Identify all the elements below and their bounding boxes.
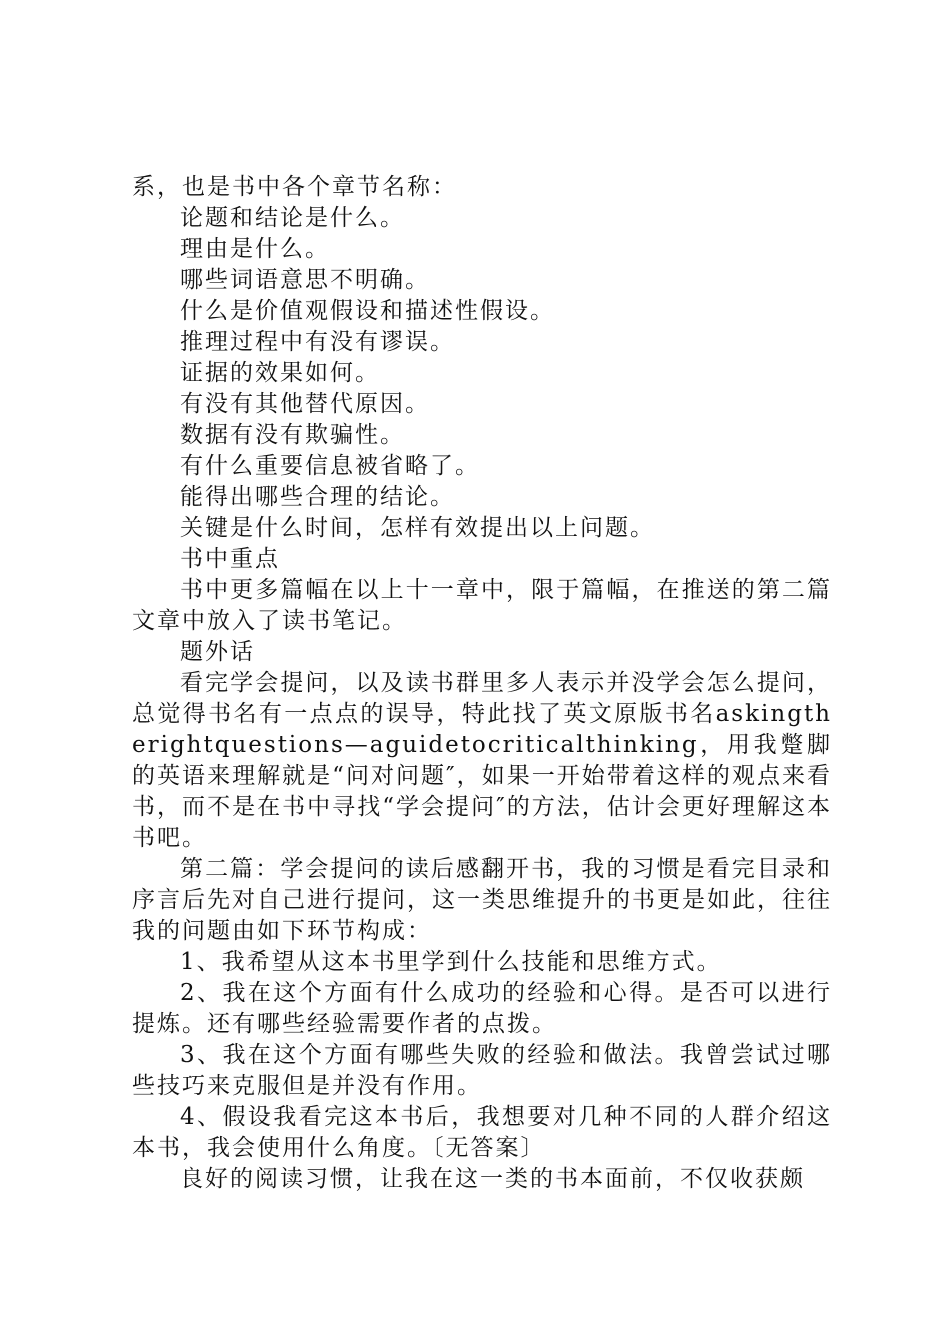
paragraph-4: 哪些词语意思不明确。 [180, 267, 430, 293]
paragraph-11: 能得出哪些合理的结论。 [180, 484, 455, 510]
paragraph-3: 理由是什么。 [180, 236, 330, 262]
section-heading-key-points: 书中重点 [180, 546, 280, 572]
paragraph-10: 有什么重要信息被省略了。 [180, 453, 480, 479]
paragraph-16: 看完学会提问，以及读书群里多人表示并没学会怎么提问，总觉得书名有一点点的误导，特此找了英文原版书名askingtherightquestions—aguidetocriticalthinking，用我蹩脚的英语来理解就是“问对问题″，如果一开始带着这样的观点来看书，而不是在书中寻找“学会提问″的方法，估计会更好理解这本书吧。 [132, 670, 832, 851]
paragraph-14: 书中更多篇幅在以上十一章中，限于篇幅，在推送的第二篇文章中放入了读书笔记。 [132, 577, 832, 634]
list-item-3: 3、我在这个方面有哪些失败的经验和做法。我曾尝试过哪些技巧来克服但是并没有作用。 [132, 1042, 832, 1099]
document-page [132, 172, 832, 1195]
paragraph-6: 推理过程中有没有谬误。 [180, 329, 455, 355]
list-item-1: 1、我希望从这本书里学到什么技能和思维方式。 [180, 949, 722, 975]
section-heading-aside: 题外话 [180, 639, 255, 665]
list-item-4: 4、假设我看完这本书后，我想要对几种不同的人群介绍这本书，我会使用什么角度。〔无答案〕 [132, 1104, 832, 1161]
paragraph-9: 数据有没有欺骗性。 [180, 422, 405, 448]
paragraph-22: 良好的阅读习惯，让我在这一类的书本面前，不仅收获颇 [180, 1166, 805, 1192]
paragraph-12: 关键是什么时间，怎样有效提出以上问题。 [180, 515, 655, 541]
list-item-2: 2、我在这个方面有什么成功的经验和心得。是否可以进行提炼。还有哪些经验需要作者的点拨。 [132, 980, 832, 1037]
paragraph-17: 第二篇：学会提问的读后感翻开书，我的习惯是看完目录和序言后先对自己进行提问，这一类思维提升的书更是如此，往往我的问题由如下环节构成： [132, 856, 832, 944]
paragraph-5: 什么是价值观假设和描述性假设。 [180, 298, 555, 324]
paragraph-1: 系，也是书中各个章节名称： [132, 174, 457, 200]
paragraph-2: 论题和结论是什么。 [180, 205, 405, 231]
paragraph-8: 有没有其他替代原因。 [180, 391, 430, 417]
paragraph-7: 证据的效果如何。 [180, 360, 380, 386]
